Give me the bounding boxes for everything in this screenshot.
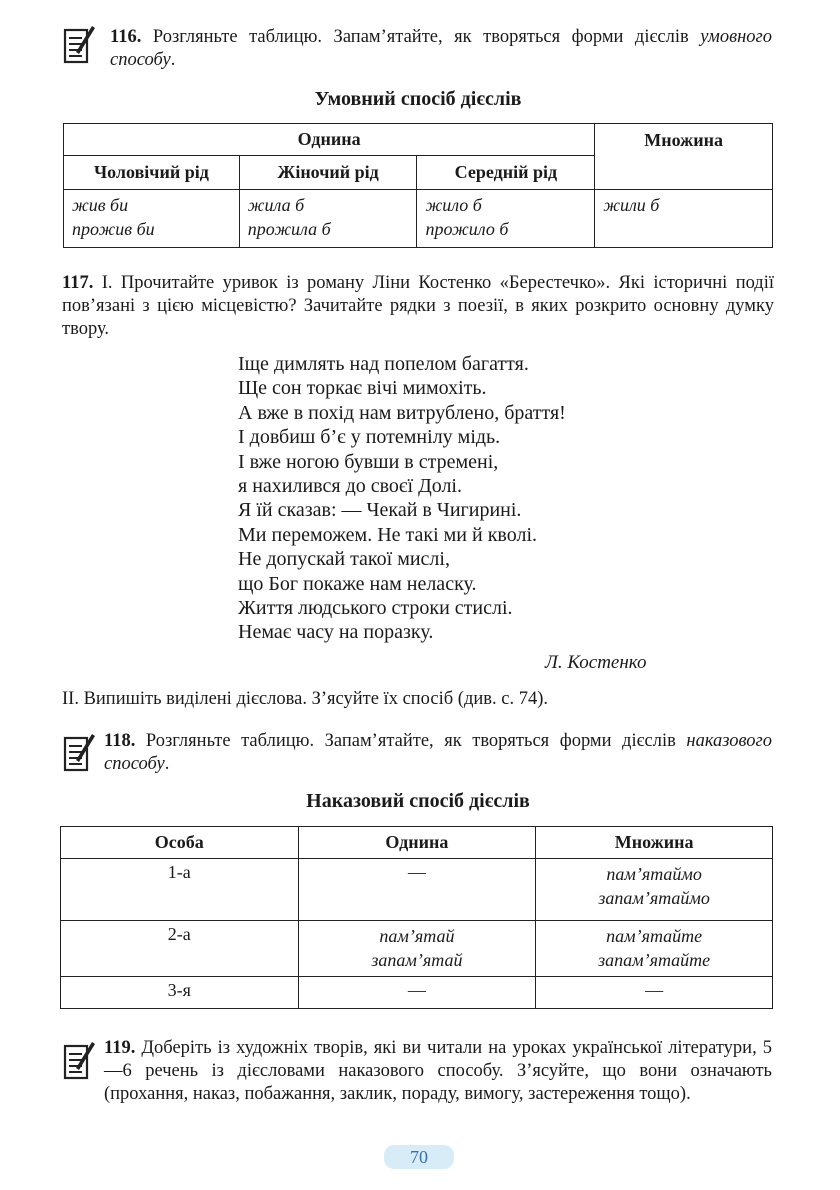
cell-feminine bbox=[239, 190, 417, 248]
cell-singular bbox=[298, 859, 536, 921]
cell-person bbox=[61, 921, 299, 977]
cell-line: жило б bbox=[425, 195, 482, 215]
cell-line: прожило б bbox=[425, 219, 509, 239]
cell-plural bbox=[536, 859, 773, 921]
poem-line: Іще димлять над попелом багаття. bbox=[238, 353, 529, 375]
exercise-number: 118. bbox=[104, 731, 136, 751]
exercise-text: Розгляньте таблицю. Запам’ятайте, як творяться форми дієслів bbox=[152, 27, 689, 47]
header-singular: Однина bbox=[64, 124, 595, 156]
header-singular: Однина bbox=[298, 827, 536, 859]
cell-line: прожив би bbox=[72, 219, 155, 239]
page-number: 70 bbox=[384, 1145, 454, 1169]
cell-line: пам’ятаймо bbox=[606, 864, 702, 884]
exercise-end: . bbox=[170, 50, 176, 70]
poem-line: що Бог покаже нам неласку. bbox=[238, 572, 477, 595]
cell-person bbox=[61, 859, 299, 921]
poem-line: Немає часу на поразку. bbox=[238, 621, 434, 644]
exercise-117-part-2 bbox=[62, 688, 774, 711]
exercise-number: 116. bbox=[110, 27, 142, 47]
header-person: Особа bbox=[61, 827, 299, 859]
poem-line: І вже ногою бувши в стремені, bbox=[238, 450, 499, 473]
header-feminine: Жіночий рід bbox=[239, 156, 417, 190]
cell-plural bbox=[595, 190, 773, 248]
cell-line: пам’ятайте bbox=[606, 926, 703, 946]
cell-plural bbox=[536, 977, 773, 1009]
cell-line: запам’ятай bbox=[371, 950, 463, 970]
table-title: Наказовий спосіб дієслів bbox=[306, 790, 530, 812]
exercise-end: . bbox=[164, 754, 170, 774]
cell-line: 2-а bbox=[167, 924, 191, 944]
exercise-116 bbox=[110, 26, 772, 72]
poem-line: Ми переможем. Не такі ми й кволі. bbox=[238, 523, 538, 546]
cell-plural bbox=[536, 921, 773, 977]
cell-line: жила б bbox=[247, 195, 305, 215]
exercise-text: Розгляньте таблицю. Запам’ятайте, як творяться форми дієслів bbox=[145, 731, 676, 751]
cell-line: запам’ятайте bbox=[598, 950, 711, 970]
poem-line: І довбиш б’є у потемнілу мідь. bbox=[238, 426, 501, 449]
exercise-number: 117. bbox=[62, 273, 94, 293]
cell-line: 3-я bbox=[167, 980, 191, 1000]
conditional-mood-table bbox=[63, 123, 773, 248]
header-plural: Множина bbox=[536, 827, 773, 859]
header-masculine: Чоловічий рід bbox=[64, 156, 240, 190]
pencil-notebook-icon bbox=[62, 22, 96, 66]
table-title: Умовний спосіб дієслів bbox=[314, 88, 522, 110]
exercise-text: Доберіть із художніх творів, які ви читали на уроках української літератури, 5—6 речень із дієсловами наказового способу. З’ясуйте, що вони означають (прохання, наказ, побажання, заклик, пораду, вимогу, застереження тощо). bbox=[104, 1038, 773, 1104]
cell-singular bbox=[298, 921, 536, 977]
cell-line: пам’ятай bbox=[379, 926, 455, 946]
exercise-117 bbox=[62, 272, 774, 341]
exercise-text: І. Прочитайте уривок із роману Ліни Костенко «Берестечко». Які історичні події пов’язані з цією місцевістю? Зачитайте рядки з поезії, в яких розкрито основну думку твору. bbox=[62, 273, 774, 339]
cell-line: жив би bbox=[72, 195, 129, 215]
poem bbox=[238, 352, 566, 645]
cell-line: — bbox=[407, 862, 426, 882]
cell-line: — bbox=[645, 980, 664, 1000]
exercise-119 bbox=[104, 1037, 772, 1106]
cell-line: жили б bbox=[603, 195, 660, 215]
poem-line: Я їй сказав: — Чекай в Чигирині. bbox=[238, 499, 522, 522]
header-neuter: Середній рід bbox=[417, 156, 595, 190]
cell-line: — bbox=[407, 980, 426, 1000]
poem-line: Не допускай такої мислі, bbox=[238, 548, 450, 571]
pencil-notebook-icon bbox=[62, 730, 96, 774]
exercise-text: II. Випишіть виділені дієслова. З’ясуйте їх спосіб (див. с. 74). bbox=[62, 689, 548, 709]
poem-author: Л. Костенко bbox=[545, 652, 647, 673]
poem-line: А вже в похід нам витрублено, браття! bbox=[238, 401, 566, 424]
poem-line: я нахилився до своєї Долі. bbox=[238, 475, 462, 498]
imperative-mood-table bbox=[60, 826, 773, 1009]
poem-line: Життя людського строки стислі. bbox=[238, 597, 513, 620]
pencil-notebook-icon bbox=[62, 1038, 96, 1082]
poem-line: Ще сон торкає вічі мимохіть. bbox=[238, 377, 487, 400]
cell-line: прожила б bbox=[247, 219, 331, 239]
exercise-118 bbox=[104, 730, 772, 776]
cell-line: запам’ятаймо bbox=[598, 888, 710, 908]
exercise-italic: умовного способу bbox=[110, 27, 772, 70]
exercise-italic: наказового способу bbox=[104, 731, 772, 774]
cell-masculine bbox=[64, 190, 240, 248]
cell-person bbox=[61, 977, 299, 1009]
header-plural: Множина bbox=[595, 124, 773, 190]
cell-neuter bbox=[417, 190, 595, 248]
cell-line: 1-а bbox=[167, 862, 191, 882]
cell-singular bbox=[298, 977, 536, 1009]
exercise-number: 119. bbox=[104, 1038, 136, 1058]
